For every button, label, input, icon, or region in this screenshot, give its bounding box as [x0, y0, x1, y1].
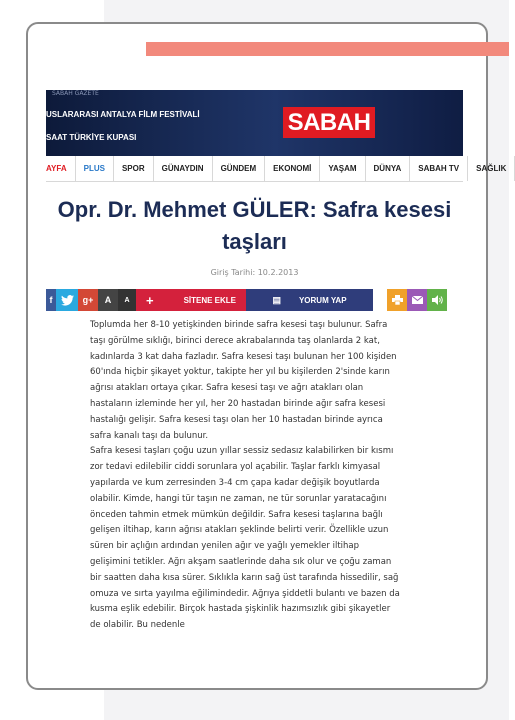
plus-icon: + — [145, 292, 154, 308]
article-paragraph-1: Toplumda her 8-10 yetişkinden birinde safra kesesi taşı bulunur. Safra taşı görülme sıklığı, birinci derece akrabalarında taş olanlarda 2 kat, kadınlarda 3 kat daha fazladır. Safra kesesi taşı bulunan her 100 kişiden 60'ında hiçbir şikayet yoktur, takipte her yıl bu kişilerden 2'sinde karın ağrısı atakları ortaya çıkar. Safra kesesi taşı ve ağrı atakları olan hastaların izleminde her yıl, her 20 hastadan birinde ağır safra kesesi hastalığı gelişir. Safra kesesi taşı olan her 10 hastadan birinde ayrıca safra kanalı taşı da bulunur. — [90, 320, 397, 441]
add-to-site-label: SİTENE EKLE — [183, 295, 237, 305]
main-nav — [46, 156, 507, 182]
article-title-line1: Opr. Dr. Mehmet GÜLER: Safra kesesi — [57, 197, 452, 222]
sound-icon — [432, 295, 443, 305]
facebook-share-button[interactable] — [46, 289, 56, 311]
facebook-icon: f — [49, 295, 53, 305]
listen-button[interactable] — [427, 289, 447, 311]
nav-item-ekonomi[interactable]: EKONOMİ — [265, 156, 320, 181]
font-decrease-button[interactable] — [118, 289, 136, 311]
font-increase-button[interactable] — [98, 289, 118, 311]
article-date: Giriş Tarihi: 10.2.2013 — [210, 268, 299, 277]
article-title — [46, 194, 463, 258]
comment-button[interactable] — [246, 289, 373, 311]
nav-item-ayfa[interactable]: AYFA — [46, 156, 76, 181]
article-body — [90, 318, 400, 634]
nav-item-yasam[interactable]: YAŞAM — [320, 156, 365, 181]
sabah-logo[interactable]: SABAH — [283, 107, 375, 138]
header-top-text: SABAH GAZETE — [52, 90, 99, 97]
font-small-icon: A — [124, 296, 130, 304]
nav-item-dunya[interactable]: DÜNYA — [366, 156, 411, 181]
site-header — [46, 90, 463, 156]
nav-item-gundem[interactable]: GÜNDEM — [213, 156, 266, 181]
nav-item-saglik[interactable]: SAĞLIK — [468, 156, 515, 181]
gplus-share-button[interactable] — [78, 289, 98, 311]
twitter-icon — [61, 295, 74, 306]
article-paragraph-2: Safra kesesi taşları çoğu uzun yıllar sessiz sedasız kalabilirken bir kısmı zor tedavi edilebilir ciddi sorunlara yol açabilir. Taşlar farklı kimyasal yapılarda ve kum zerresinden 3-4 cm çapa kadar değişik boyutlarda olabilir. Kimde, hangi tür taşın ne zaman, ne tür sorunlar yaratacağını önceden tahmin etmek mümkün değildir. Safra kesesi taşlarına bağlı gelişen iltihap, karın ağrısı atakları şeklinde belirti verir. Özellikle uzun süren bir açlığın ardından yenilen ağır ve yağlı yemekler iltihap gelişimini tetikler. Ağrı akşam saatlerinde daha sık olur ve çoğu zaman bir saatten daha kısa sürer. Sıklıkla karın sağ üst tarafında hissedilir, sağ omuza ve sırta yayılma eğilimindedir. Ağrıya şiddetli bulantı ve bazen da kusma eşlik edebilir. Birçok hastada şişkinlik hazımsızlık gibi şikayetler de olabilir. Bu nedenle — [90, 446, 400, 631]
print-button[interactable] — [387, 289, 407, 311]
mail-icon — [412, 296, 423, 304]
share-bar — [46, 289, 463, 311]
comment-icon: ▤ — [272, 294, 281, 305]
accent-bar — [146, 42, 509, 56]
comment-label: YORUM YAP — [298, 295, 347, 305]
nav-item-plus[interactable]: PLUS — [76, 156, 114, 181]
article-title-line2: taşları — [222, 229, 287, 254]
share-gap — [373, 289, 387, 311]
font-large-icon: A — [104, 295, 112, 305]
nav-item-sabah-tv[interactable]: SABAH TV — [410, 156, 468, 181]
email-button[interactable] — [407, 289, 427, 311]
nav-item-spor[interactable]: SPOR — [114, 156, 154, 181]
nav-item-gunaydin[interactable]: GÜNAYDIN — [154, 156, 213, 181]
header-promo-film-festival[interactable]: USLARARASI ANTALYA FİLM FESTİVALİ — [46, 110, 200, 119]
print-icon — [392, 295, 403, 305]
twitter-share-button[interactable] — [56, 289, 78, 311]
header-promo-cup[interactable]: SAAT TÜRKİYE KUPASI — [46, 133, 137, 142]
gplus-icon: g+ — [82, 295, 94, 305]
add-to-site-button[interactable] — [136, 289, 246, 311]
article-screenshot — [46, 90, 507, 658]
